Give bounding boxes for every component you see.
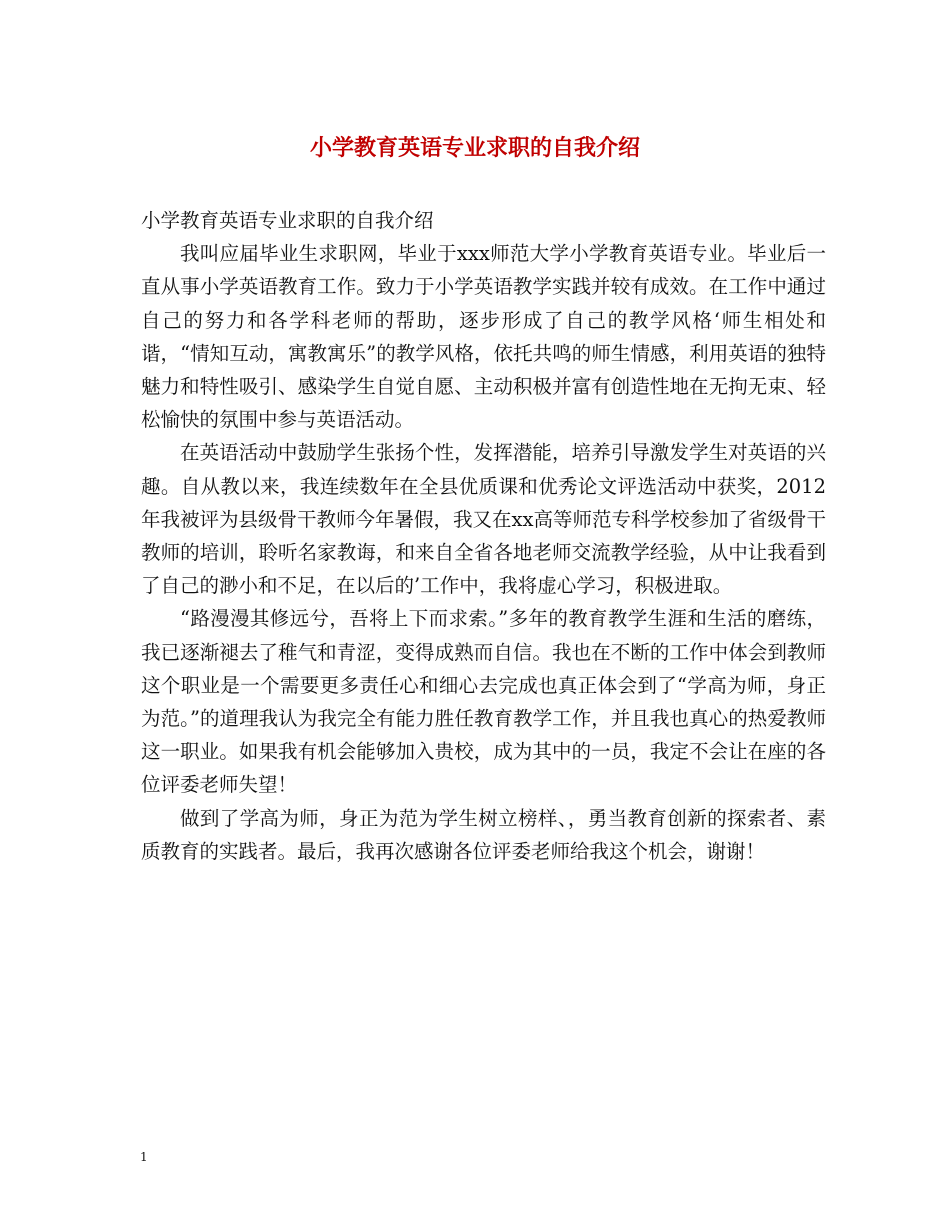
paragraph-4: 做到了学高为师，身正为范为学生树立榜样、，勇当教育创新的探索者、素质教育的实践者。最后，我再次感谢各位评委老师给我这个机会，谢谢！ [141, 806, 826, 863]
page-number: 1 [140, 1150, 148, 1164]
paragraph-2: 在英语活动中鼓励学生张扬个性，发挥潜能，培养引导激发学生对英语的兴趣。自从教以来，我连续数年在全县优质课和优秀论文评选活动中获奖，2012年我被评为县级骨干教师今年暑假，我又在xx高等师范专科学校参加了省级骨干教师的培训，聆听名家教诲，和来自全省各地老师交流教学经验，从中让我看到了自己的渺小和不足，在以后的’工作中，我将虚心学习，积极进取。 [141, 441, 826, 598]
document-body [141, 204, 826, 868]
document-subtitle: 小学教育英语专业求职的自我介绍 [141, 209, 434, 232]
paragraph-3: “路漫漫其修远兮，吾将上下而求索。”多年的教育教学生涯和生活的磨练，我已逐渐褪去了稚气和青涩，变得成熟而自信。我也在不断的工作中体会到教师这个职业是一个需要更多责任心和细心去完成也真正体会到了“学高为师，身正为范。”的道理我认为我完全有能力胜任教育教学工作，并且我也真心的热爱教师这一职业。如果我有机会能够加入贵校，成为其中的一员，我定不会让在座的各位评委老师失望！ [141, 607, 826, 797]
paragraph-1: 我叫应届毕业生求职网，毕业于xxx师范大学小学教育英语专业。毕业后一直从事小学英语教育工作。致力于小学英语教学实践并较有成效。在工作中通过自己的努力和各学科老师的帮助，逐步形成了自己的教学风格‘师生相处和谐，“情知互动，寓教寓乐”的教学风格，依托共鸣的师生情感，利用英语的独特魅力和特性吸引、感染学生自觉自愿、主动积极并富有创造性地在无拘无束、轻松愉快的氛围中参与英语活动。 [141, 242, 826, 432]
document-title: 小学教育英语专业求职的自我介绍 [309, 135, 640, 161]
